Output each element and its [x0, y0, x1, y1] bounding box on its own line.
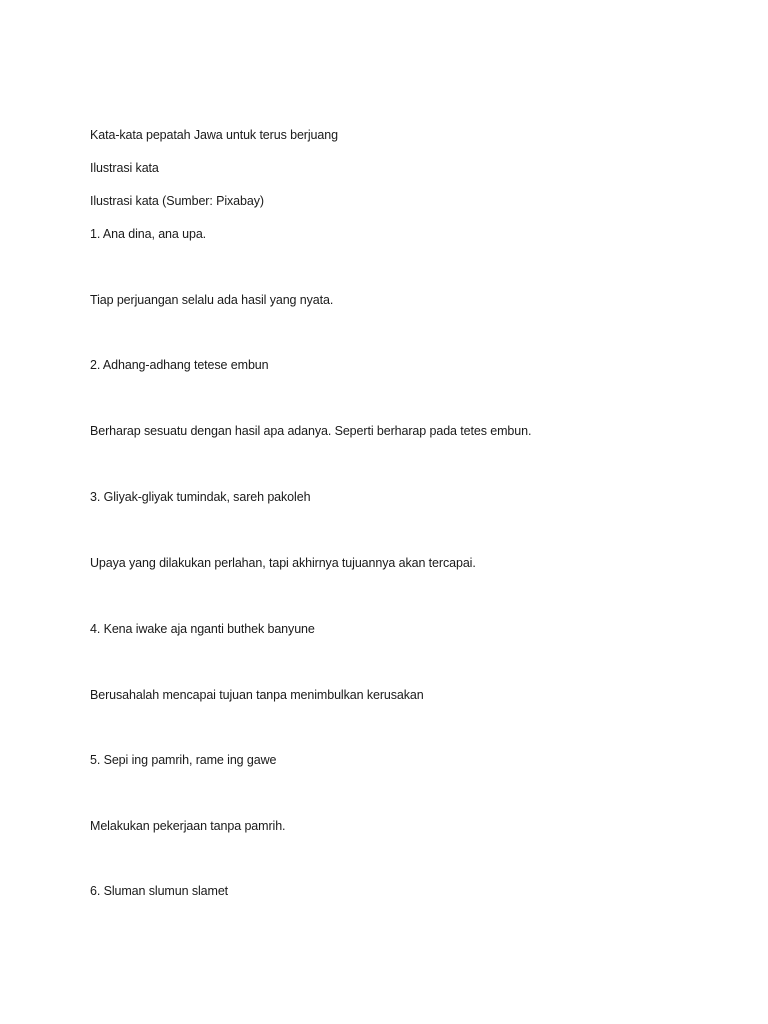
document-title: Kata-kata pepatah Jawa untuk terus berjuang — [90, 128, 338, 142]
image-caption: Ilustrasi kata (Sumber: Pixabay) — [90, 194, 264, 208]
proverb-meaning-4: Berusahalah mencapai tujuan tanpa menimbulkan kerusakan — [90, 688, 424, 702]
proverb-heading-5: 5. Sepi ing pamrih, rame ing gawe — [90, 753, 277, 767]
proverb-meaning-2: Berharap sesuatu dengan hasil apa adanya. Seperti berharap pada tetes embun. — [90, 424, 532, 438]
proverb-meaning-5: Melakukan pekerjaan tanpa pamrih. — [90, 819, 286, 833]
proverb-heading-6: 6. Sluman slumun slamet — [90, 884, 229, 898]
proverb-meaning-1: Tiap perjuangan selalu ada hasil yang nyata. — [90, 293, 334, 307]
proverb-heading-4: 4. Kena iwake aja nganti buthek banyune — [90, 622, 315, 636]
proverb-heading-3: 3. Gliyak-gliyak tumindak, sareh pakoleh — [90, 490, 311, 504]
image-alt-text: Ilustrasi kata — [90, 161, 159, 175]
proverb-heading-1: 1. Ana dina, ana upa. — [90, 227, 207, 241]
proverb-heading-2: 2. Adhang-adhang tetese embun — [90, 358, 269, 372]
proverb-meaning-3: Upaya yang dilakukan perlahan, tapi akhirnya tujuannya akan tercapai. — [90, 556, 476, 570]
